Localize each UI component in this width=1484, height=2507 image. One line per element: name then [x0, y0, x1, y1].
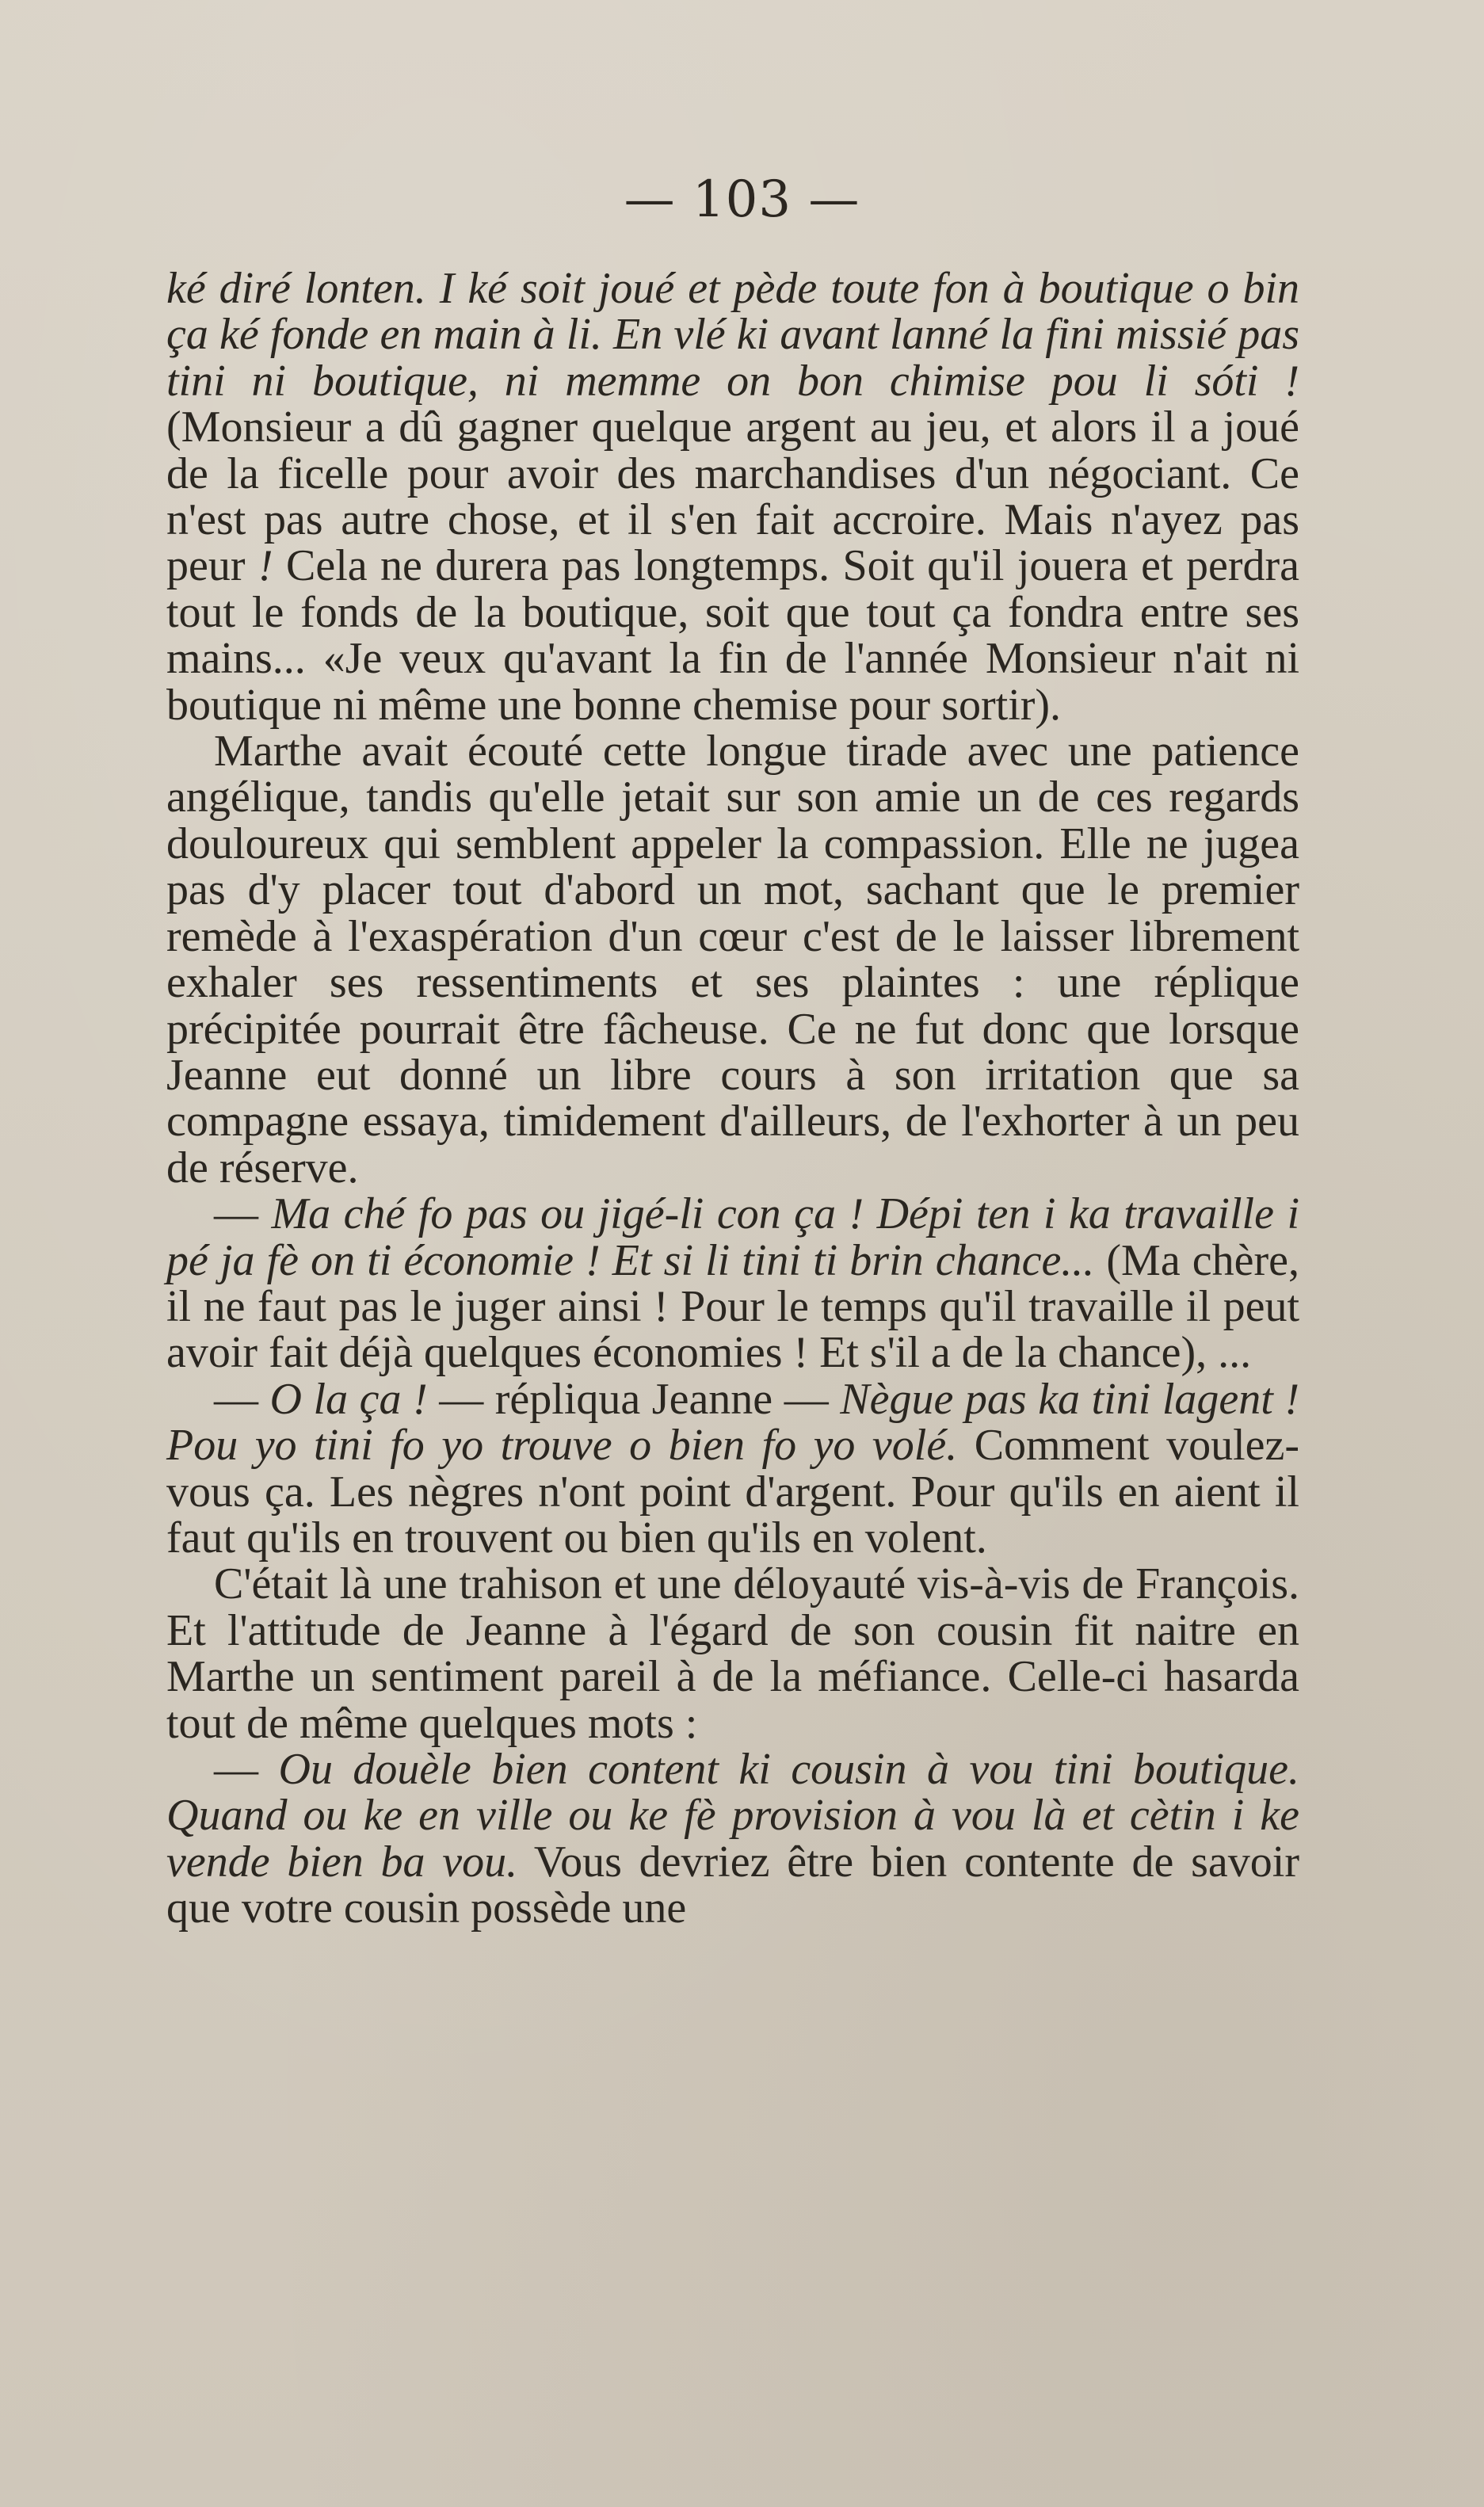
- paragraph: [166, 1746, 1299, 1932]
- paragraph: [166, 728, 1299, 1191]
- french-text: Vous devriez être bien contente de savoir que votre cousin possède une: [166, 1837, 1299, 1933]
- page-number: — 103 —: [624, 170, 860, 229]
- paragraph: [166, 1191, 1299, 1376]
- french-text: —: [214, 1745, 279, 1794]
- french-text: Cela ne durera pas longtemps. Soit qu'il jouera et perdra tout le fonds de la boutique, soit que tout ça fondra entre ses mains... «Je veux qu'avant la fin de l'année Monsieur n'ait ni boutique ni même une bonne chemise pour sortir).: [166, 541, 1299, 730]
- french-text: (Monsieur a dû gagner quelque argent au jeu, et alors il a joué de la ficelle pour avoir des marchandises d'un négociant. Ce n'est pas autre chose, et il s'en fait accroire. Mais n'ayez pas peur: [166, 403, 1299, 591]
- french-text: C'était là une trahison et une déloyauté vis-à-vis de François. Et l'attitude de Jeanne à l'égard de son cousin fit naitre en Marthe un sentiment pareil à de la méfiance. Celle-ci hasarda tout de même quelques mots :: [166, 1559, 1299, 1748]
- french-text: Marthe avait écouté cette longue tirade avec une patience angélique, tandis qu'elle jetait sur son amie un de ces regards douloureux qui semblent appeler la compassion. Elle ne jugea pas d'y placer tout d'abord un mot, sachant que le premier remède à l'exaspération d'un cœur c'est de le laisser librement exhaler ses ressentiments et ses plaintes : une réplique précipitée pourrait être fâcheuse. Ce ne fut donc que lorsque Jeanne eut donné un libre cours à son irritation que sa compagne essaya, timidement d'ailleurs, de l'exhorter à un peu de réserve.: [166, 727, 1299, 1192]
- creole-text: Ou douèle bien content ki cousin à vou tini boutique. Quand ou ke en ville ou ke fè provision à vou là et cètin i ke vende bien ba vou.: [166, 1745, 1300, 1887]
- paragraph: [166, 1561, 1299, 1746]
- creole-text: Nègue pas ka tini lagent ! Pou yo tini fo yo trouve o bien fo yo volé.: [166, 1374, 1299, 1471]
- french-text: Comment voulez-vous ça. Les nègres n'ont point d'argent. Pour qu'ils en aient il faut qu'ils en trouvent ou bien qu'ils en volent.: [166, 1421, 1299, 1563]
- creole-text: O la ça !: [269, 1374, 428, 1424]
- creole-text: !: [258, 541, 273, 591]
- page-text: [166, 265, 1299, 1932]
- creole-text: Ma ché fo pas ou jigé-li con ça ! Dépi ten i ka travaille i pé ja fè on ti économie ! Et si li tini ti brin chance...: [166, 1189, 1299, 1285]
- french-text: — répliqua Jeanne —: [427, 1374, 841, 1424]
- french-text: (Ma chère, il ne faut pas le juger ainsi ! Pour le temps qu'il travaille il peut avoir fait déjà quelques économies ! Et s'il a de la chance), ...: [166, 1235, 1300, 1378]
- paragraph: [166, 1376, 1299, 1562]
- paragraph: [166, 265, 1299, 728]
- creole-text: ké diré lonten. I ké soit joué et pède toute fon à boutique o bin ça ké fonde en main à li. En vlé ki avant lanné la fini missié pas tini ni boutique, ni memme on bon chimise pou li sóti !: [166, 264, 1299, 406]
- french-text: —: [214, 1189, 272, 1239]
- french-text: —: [214, 1374, 270, 1424]
